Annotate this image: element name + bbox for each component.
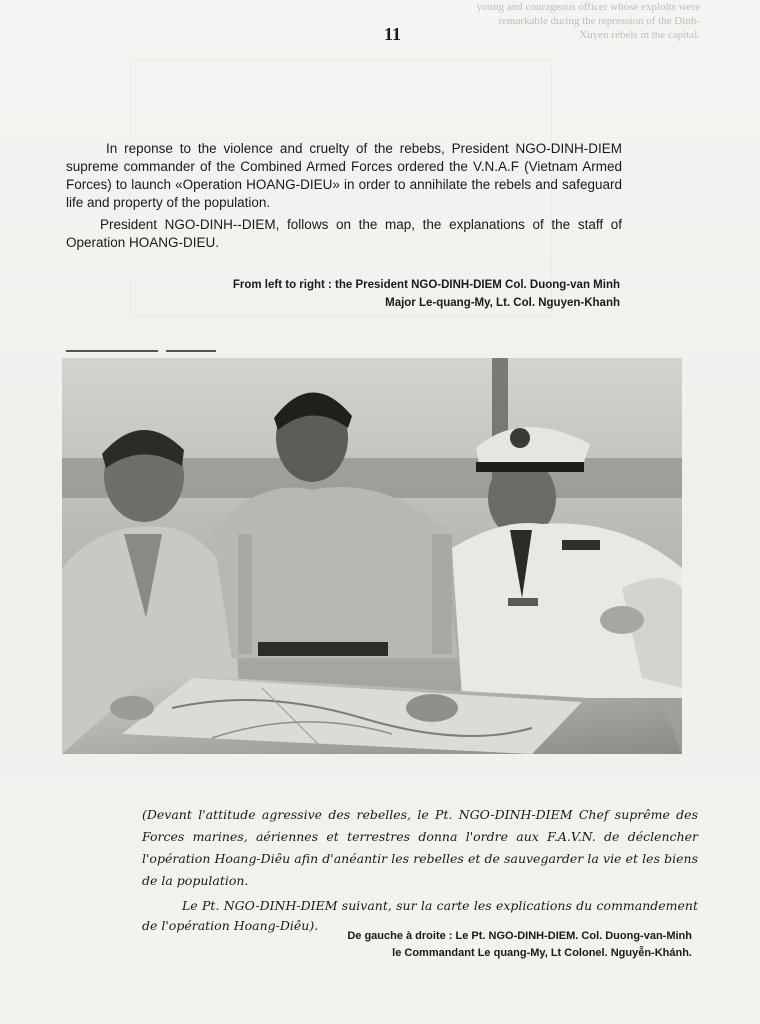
bleed-through-text: young and courageous officer whose exploits were remarkable during the repression of the Dinh-Xuyen rebels in the capital. — [476, 1, 700, 41]
photo-illustration — [62, 358, 682, 754]
photograph — [62, 358, 682, 754]
english-credits — [96, 276, 620, 312]
dash-rule-mid — [166, 350, 216, 352]
page-number: 11 — [384, 24, 402, 44]
french-credits-line-1: De gauche à droite : Le Pt. NGO-DINH-DIEM. Col. Duong-van-Minh — [347, 930, 692, 942]
english-credits-line-1: From left to right : the President NGO-DINH-DIEM Col. Duong-van Minh — [232, 279, 620, 291]
dash-rule-left — [66, 350, 158, 352]
french-paragraph-1: (Devant l'attitude agressive des rebelles, le Pt. NGO-DINH-DIEM Chef suprême des Forces marines, aériennes et terrestres donna l'ordre aux F.A.V.N. de déclencher l'opération Hoang-Diêu afin d'anéantir les rebelles et de sauvegarder la vie et les biens de la population. — [142, 807, 698, 888]
english-caption — [66, 140, 622, 252]
french-paragraph-2: Le Pt. NGO-DINH-DIEM suivant, sur la carte les explications du commandement de l'opération Hoang-Diêu). — [142, 898, 698, 933]
french-credits-line-2: le Commandant Le quang-My, Lt Colonel. Nguyễn-Khánh. — [392, 947, 692, 959]
french-credits — [180, 928, 692, 962]
english-paragraph-2: President NGO-DINH--DIEM, follows on the map, the explanations of the staff of Operation HOANG-DIEU. — [66, 217, 622, 250]
english-credits-line-2: Major Le-quang-My, Lt. Col. Nguyen-Khanh — [385, 297, 620, 309]
french-caption — [142, 804, 698, 936]
english-paragraph-1: In reponse to the violence and cruelty of the rebebs, President NGO-DINH-DIEM supreme commander of the Combined Armed Forces ordered the V.N.A.F (Vietnam Armed Forces) to launch «Operation HOANG-DIEU» in order to annihilate the rebels and safeguard life and property of the population. — [66, 141, 622, 210]
